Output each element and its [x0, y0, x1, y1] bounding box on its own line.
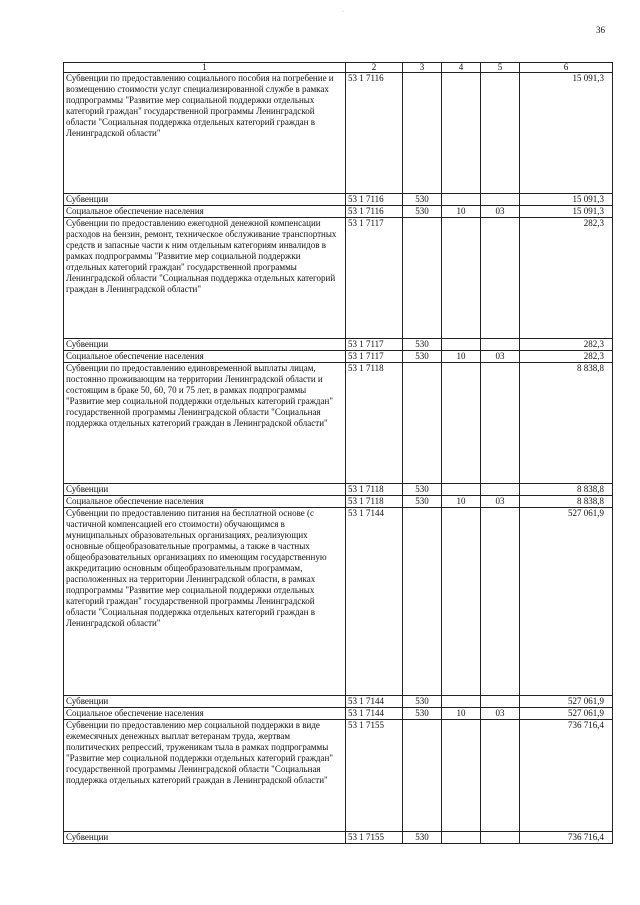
- row-amount: 282,3: [520, 351, 613, 363]
- row-col3: [403, 508, 442, 696]
- row-code: 53 1 7117: [346, 218, 403, 339]
- table-row: [64, 708, 613, 720]
- row-name: Субвенции: [64, 339, 346, 351]
- row-code: 53 1 7144: [346, 508, 403, 696]
- row-col3: [403, 720, 442, 832]
- row-name: Субвенции: [64, 484, 346, 496]
- column-header: 6: [520, 63, 613, 73]
- row-amount: 282,3: [520, 218, 613, 339]
- row-col4: [442, 73, 481, 194]
- row-code: 53 1 7144: [346, 708, 403, 720]
- row-amount: 8 838,8: [520, 496, 613, 508]
- row-col3: 530: [403, 206, 442, 218]
- table-row: [64, 832, 613, 844]
- table-row: [64, 484, 613, 496]
- row-code: 53 1 7117: [346, 351, 403, 363]
- row-amount: 527 061,9: [520, 708, 613, 720]
- row-code: 53 1 7155: [346, 720, 403, 832]
- row-col5: [481, 363, 520, 484]
- row-amount: 15 091,3: [520, 206, 613, 218]
- row-col3: 530: [403, 496, 442, 508]
- row-name: Социальное обеспечение населения: [64, 708, 346, 720]
- column-header: 2: [346, 63, 403, 73]
- row-col5: 03: [481, 206, 520, 218]
- table-row: [64, 194, 613, 206]
- row-col5: [481, 508, 520, 696]
- row-amount: 15 091,3: [520, 73, 613, 194]
- row-col3: 530: [403, 696, 442, 708]
- table-row: [64, 696, 613, 708]
- row-col4: 10: [442, 206, 481, 218]
- row-col5: 03: [481, 351, 520, 363]
- row-code: 53 1 7144: [346, 696, 403, 708]
- row-code: 53 1 7116: [346, 73, 403, 194]
- row-code: 53 1 7155: [346, 832, 403, 844]
- row-col4: [442, 720, 481, 832]
- table-header-row: [64, 63, 613, 73]
- row-col5: [481, 720, 520, 832]
- table-row: [64, 339, 613, 351]
- row-col4: [442, 363, 481, 484]
- row-col3: 530: [403, 484, 442, 496]
- row-col4: [442, 339, 481, 351]
- row-col4: [442, 696, 481, 708]
- row-amount: 15 091,3: [520, 194, 613, 206]
- row-name: Субвенции: [64, 696, 346, 708]
- row-col5: [481, 73, 520, 194]
- row-name: Субвенции по предоставлению ежегодной денежной компенсации расходов на бензин, ремонт, техническое обслуживание транспортных средств и запасные части к ним отдельным категориям инвалидов в рамках подпрограммы "Развитие мер социальной поддержки отдельных категорий граждан" государственной программы Ленинградской области "Социальная поддержка отдельных категорий граждан в Ленинградской области": [64, 218, 346, 339]
- row-amount: 736 716,4: [520, 720, 613, 832]
- scan-speck: ·: [342, 8, 345, 16]
- column-header: 4: [442, 63, 481, 73]
- row-col5: [481, 194, 520, 206]
- table-row: [64, 508, 613, 696]
- row-name: Субвенции по предоставлению единовременной выплаты лицам, постоянно проживающим на территории Ленинградской области и состоящим в браке 50, 60, 70 и 75 лет, в рамках подпрограммы "Развитие мер социальной поддержки отдельных категорий граждан" государственной программы Ленинградской области "Социальная поддержка отдельных категорий граждан в Ленинградской области": [64, 363, 346, 484]
- row-col5: [481, 832, 520, 844]
- row-amount: 8 838,8: [520, 363, 613, 484]
- row-code: 53 1 7118: [346, 484, 403, 496]
- row-col3: 530: [403, 194, 442, 206]
- row-col3: 530: [403, 832, 442, 844]
- table-row: [64, 73, 613, 194]
- column-header: 5: [481, 63, 520, 73]
- row-col3: 530: [403, 708, 442, 720]
- row-code: 53 1 7118: [346, 496, 403, 508]
- row-name: Субвенции: [64, 194, 346, 206]
- table-row: [64, 206, 613, 218]
- row-code: 53 1 7117: [346, 339, 403, 351]
- row-name: Субвенции по предоставлению мер социальной поддержки в виде ежемесячных денежных выплат ветеранам труда, жертвам политических репрессий, труженикам тыла в рамках подпрограммы "Развитие мер социальной поддержки отдельных категорий граждан" государственной программы Ленинградской области "Социальная поддержка отдельных категорий граждан в Ленинградской области": [64, 720, 346, 832]
- row-col4: 10: [442, 496, 481, 508]
- row-amount: 282,3: [520, 339, 613, 351]
- row-col4: [442, 484, 481, 496]
- row-col4: 10: [442, 351, 481, 363]
- row-col3: [403, 218, 442, 339]
- row-col4: [442, 194, 481, 206]
- row-col3: 530: [403, 339, 442, 351]
- row-col3: 530: [403, 351, 442, 363]
- row-col5: 03: [481, 496, 520, 508]
- row-code: 53 1 7116: [346, 194, 403, 206]
- row-amount: 527 061,9: [520, 508, 613, 696]
- row-col4: 10: [442, 708, 481, 720]
- row-col4: [442, 832, 481, 844]
- row-col3: [403, 73, 442, 194]
- table-row: [64, 351, 613, 363]
- table-row: [64, 496, 613, 508]
- table-row: [64, 720, 613, 832]
- row-name: Социальное обеспечение населения: [64, 206, 346, 218]
- row-amount: 736 716,4: [520, 832, 613, 844]
- column-header: 1: [64, 63, 346, 73]
- row-name: Субвенции: [64, 832, 346, 844]
- column-header: 3: [403, 63, 442, 73]
- page-number: 36: [596, 25, 605, 35]
- table-row: [64, 363, 613, 484]
- row-col5: [481, 696, 520, 708]
- budget-table: [63, 62, 613, 844]
- row-code: 53 1 7116: [346, 206, 403, 218]
- row-col5: [481, 218, 520, 339]
- row-amount: 8 838,8: [520, 484, 613, 496]
- row-code: 53 1 7118: [346, 363, 403, 484]
- row-name: Социальное обеспечение населения: [64, 496, 346, 508]
- row-amount: 527 061,9: [520, 696, 613, 708]
- row-col5: 03: [481, 708, 520, 720]
- row-name: Субвенции по предоставлению питания на бесплатной основе (с частичной компенсацией его стоимости) обучающимся в муниципальных образовательных организациях, реализующих основные общеобразовательные программы, а также в частных общеобразовательных организациях по имеющим государственную аккредитацию основным общеобразовательным программам, расположенных на территории Ленинградской области, в рамках подпрограммы "Развитие мер социальной поддержки отдельных категорий граждан" государственной программы Ленинградской области "Социальная поддержка отдельных категорий граждан в Ленинградской области": [64, 508, 346, 696]
- row-col4: [442, 508, 481, 696]
- table-row: [64, 218, 613, 339]
- row-name: Субвенции по предоставлению социального пособия на погребение и возмещению стоимости услуг специализированной службе в рамках подпрограммы "Развитие мер социальной поддержки отдельных категорий граждан" государственной программы Ленинградской области "Социальная поддержка отдельных категорий граждан в Ленинградской области": [64, 73, 346, 194]
- row-col3: [403, 363, 442, 484]
- row-col5: [481, 339, 520, 351]
- row-col5: [481, 484, 520, 496]
- row-name: Социальное обеспечение населения: [64, 351, 346, 363]
- row-col4: [442, 218, 481, 339]
